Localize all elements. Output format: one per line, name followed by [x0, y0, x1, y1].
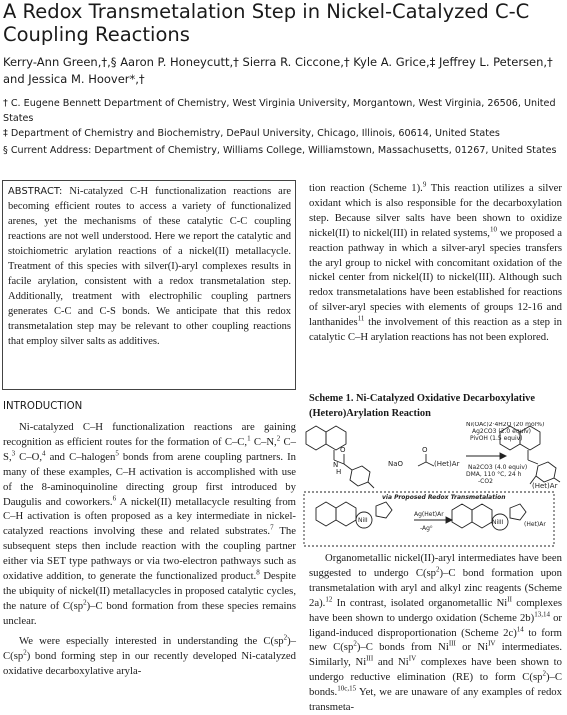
- scheme-1-figure: [296, 422, 567, 547]
- abstract-label: ABSTRACT:: [8, 186, 63, 197]
- scheme-1-title: Scheme 1. Ni-Catalyzed Oxidative Decarboxylative (Hetero)Arylation Reaction: [309, 393, 535, 419]
- author-list: Kerry-Ann Green,†,§ Aaron P. Honeycutt,† Sierra R. Ciccone,† Kyle A. Grice,‡ Jeffrey L. Petersen,† and Jessica M. Hoover*,†: [3, 55, 553, 86]
- right-paragraph-1: tion reaction (Scheme 1).$^9$ This reaction utilizes a silver oxidant which is also responsible for the decarboxylation step. Because silver salts have been shown to oxidize nickel(II) to nickel(III) in related systems,$^{10}$ we proposed a reaction pathway in which a silver-aryl species transfers the aryl group to nickel with concomitant oxidation of the nickel center from nickel(II) to nickel(III). Although such redox transmetalations have been established for reactions of silver-aryl species with elements of groups 12-16 and lanthanides$^{11}$ the involvement of this reaction as a step in catalytic C–H arylation reactions has not been explored.: [309, 180, 562, 344]
- affiliation-2: ‡ Department of Chemistry and Biochemistry, DePaul University, Chicago, Illinois, 60614, United States: [3, 128, 500, 139]
- paper-title: A Redox Transmetalation Step in Nickel-Catalyzed C-C Coupling Reactions: [3, 0, 530, 46]
- abstract-paragraph: [8, 184, 291, 349]
- scheme-reagent-top: Ag(Het)Ar: [414, 511, 444, 518]
- scheme-ni2-label: NiII: [358, 517, 368, 524]
- scheme-hetar-label-2: (Het)Ar: [532, 482, 558, 490]
- scheme-o-label: O: [340, 446, 346, 454]
- scheme-nao-label: NaO: [388, 460, 404, 468]
- scheme-via-label: via Proposed Redox Transmetalation: [382, 494, 506, 501]
- scheme-ni3-label: NiIII: [492, 519, 504, 526]
- scheme-condition-6: -CO2: [478, 478, 493, 485]
- scheme-condition-3: PivOH (1.5 equiv): [470, 435, 523, 442]
- abstract-box: [2, 180, 296, 390]
- scheme-hetar-label-1: (Het)Ar: [434, 460, 460, 468]
- scheme-hetar-label-3: (Het)Ar: [524, 521, 546, 528]
- abstract-text: Ni-catalyzed C-H functionalization reactions are becoming efficient routes to access a variety of functionalized arenes, yet the mechanisms of these catalytic C-C coupling reactions are not well understood. Here we report the catalytic and stoichiometric arylation reactions of a nickel(II) metallacycle. Treatment of this species with silver(I)-aryl complexes results in facile arylation, consistent with a redox transmetalation step. Additionally, treatment with electrophilic coupling partners generates C-C and C-S bonds. We anticipate that this redox transmetalation step may be relevant to other coupling reactions that employ silver salts as additives.: [8, 186, 291, 347]
- scheme-n-label: N: [333, 461, 339, 469]
- scheme-condition-4: Na2CO3 (4.0 equiv): [468, 464, 528, 471]
- scheme-reagent-bottom: -Ag⁰: [420, 525, 433, 532]
- right-column-paragraph-2: [309, 551, 562, 715]
- right-paragraph-2: Organometallic nickel(II)-aryl intermediates have been suggested to undergo $C(sp^2)-C$ bond formation upon transmetalation with aryl and alkyl zinc reagents (Scheme 2a).$^{12}$ In contrast, isolated organometallic $Ni^{II}$ complexes have been shown to undergo oxidation (Scheme 2b)$^{13,14}$ or ligand-induced disproportionation (Scheme 2c)$^{14}$ to form new $C(sp^2)-C$ bonds from $Ni^{III}$ or $Ni^{IV}$ intermediates. Similarly, $Ni^{III}$ and $Ni^{IV}$ complexes have been shown to undergo reductive elimination (RE) to form $C(sp^2)-C$ bonds.$^{10c,15}$ Yet, we are unaware of any examples of redox transmeta-: [309, 552, 563, 714]
- scheme-h-label: H: [336, 468, 342, 476]
- scheme-condition-1: Ni(OAc)2·4H2O (20 mol%): [466, 422, 545, 428]
- section-heading-introduction: INTRODUCTION: [3, 401, 83, 412]
- intro-column-left: [3, 420, 296, 678]
- intro-paragraph-1: Ni-catalyzed C–H functionalization reactions are gaining recognition as efficient routes for the formation of C–C,$^1$ C–N,$^2$ C–S,$^3$ C–O,$^4$ and C–halogen$^5$ bonds from arene coupling partners. In many of these examples, C–H activation is accomplished with use of the 8-aminoquinoline directing group first introduced by Daugulis and coworkers.$^6$ A nickel(II) metallacycle resulting from C–H activation is often proposed as a key intermediate in nickel-catalyzed reactions involving these and related substrates.$^7$ The subsequent steps then include reaction with the coupling partner either via SET type pathways or via two-electron pathways such as oxidative addition, to generate the functionalized product.$^8$ Despite the ubiquity of nickel(II) metallacycles in proposed catalytic cycles, the nature of $C(sp^2)-C$ bond formation from these species remains unclear.: [3, 421, 296, 627]
- affiliation-3: § Current Address: Department of Chemistry, Williams College, Williamstown, Massachusetts, 01267, United States: [3, 145, 557, 156]
- scheme-condition-5: DMA, 110 °C, 24 h: [466, 471, 522, 478]
- scheme-o2-label: O: [422, 446, 428, 454]
- intro-paragraph-2: We were especially interested in understanding the $C(sp^2)-C(sp^2)$ bond forming step in our recently developed Ni-catalyzed oxidative decarboxylative aryla-: [3, 633, 296, 677]
- affiliation-1: † C. Eugene Bennett Department of Chemistry, West Virginia University, Morgantown, West Virginia, 26506, United States: [3, 98, 556, 124]
- scheme-condition-2: Ag2CO3 (2.0 equiv): [472, 428, 532, 435]
- right-column-paragraph-1: [309, 181, 562, 345]
